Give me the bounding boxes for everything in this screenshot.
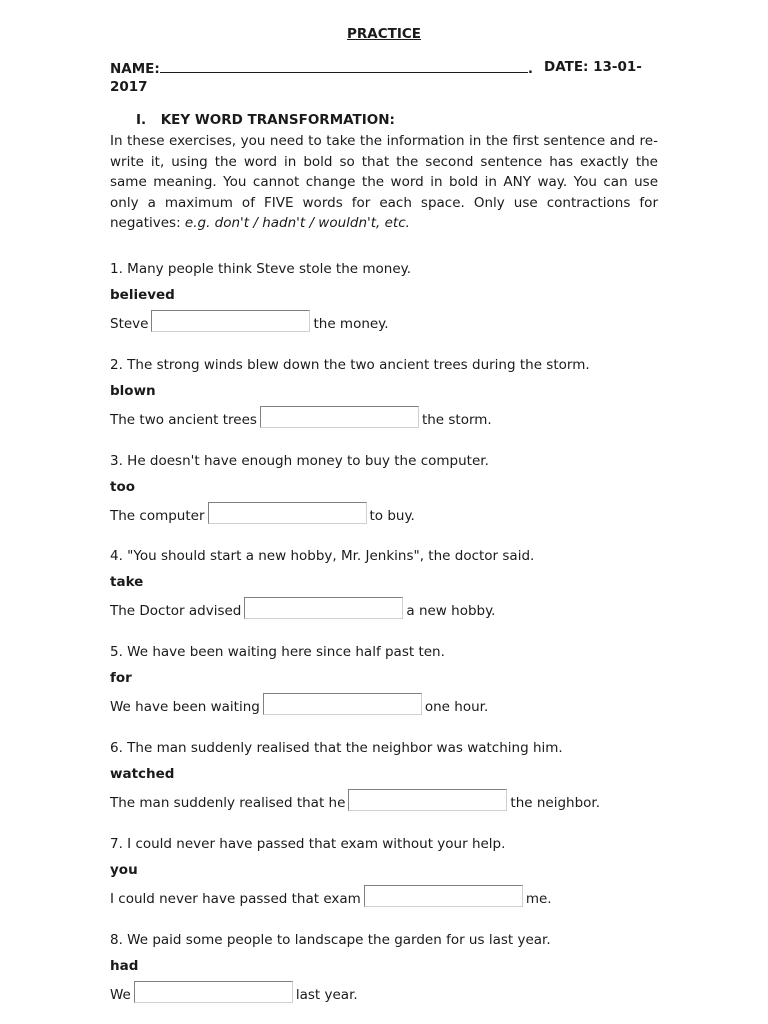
answer-prefix: I could never have passed that exam: [110, 891, 361, 907]
question-sentence: 1. Many people think Steve stole the money.: [110, 261, 412, 277]
name-blank-line[interactable]: [160, 59, 528, 73]
name-label: NAME:: [110, 61, 160, 77]
answer-suffix: a new hobby.: [406, 603, 496, 619]
question-keyword: take: [110, 574, 144, 590]
answer-suffix: the neighbor.: [510, 795, 601, 811]
question-keyword: too: [110, 479, 136, 495]
answer-line: [110, 976, 358, 1002]
answer-prefix: Steve: [110, 316, 149, 332]
question-keyword: had: [110, 958, 139, 974]
answer-input-box[interactable]: [260, 406, 419, 428]
answer-line: [110, 401, 492, 427]
question-sentence: 2. The strong winds blew down the two ancient trees during the storm.: [110, 357, 590, 373]
question-keyword: you: [110, 862, 138, 878]
name-dot: .: [527, 61, 533, 77]
answer-suffix: the storm.: [421, 412, 492, 428]
answer-line: [110, 880, 552, 906]
answer-suffix: one hour.: [424, 699, 489, 715]
answer-line: [110, 592, 495, 618]
page-title: PRACTICE: [346, 26, 421, 42]
answer-prefix: We have been waiting: [110, 699, 260, 715]
answer-input-box[interactable]: [244, 597, 403, 619]
question-sentence: 6. The man suddenly realised that the neighbor was watching him.: [110, 740, 563, 756]
answer-suffix: the money.: [313, 316, 389, 332]
instructions-example: e.g. don't / hadn't / wouldn't, etc.: [184, 215, 410, 231]
answer-suffix: last year.: [295, 987, 358, 1003]
answer-input-box[interactable]: [151, 310, 310, 332]
name-date-line: [110, 59, 658, 95]
question-sentence: 3. He doesn't have enough money to buy the computer.: [110, 453, 489, 469]
question-sentence: 8. We paid some people to landscape the garden for us last year.: [110, 932, 551, 948]
question-sentence: 5. We have been waiting here since half past ten.: [110, 644, 445, 660]
answer-prefix: The Doctor advised: [110, 603, 242, 619]
question-sentence: 7. I could never have passed that exam without your help.: [110, 836, 506, 852]
question-sentence: 4. "You should start a new hobby, Mr. Jenkins", the doctor said.: [110, 548, 535, 564]
instructions-paragraph: [110, 131, 658, 234]
answer-input-box[interactable]: [348, 789, 507, 811]
question-keyword: for: [110, 670, 132, 686]
answer-line: [110, 784, 600, 810]
date-year: 2017: [110, 79, 148, 95]
question-keyword: blown: [110, 383, 156, 399]
answer-prefix: The computer: [110, 508, 205, 524]
section-title: KEY WORD TRANSFORMATION:: [160, 112, 395, 128]
answer-line: [110, 305, 389, 331]
answer-suffix: to buy.: [369, 508, 415, 524]
answer-prefix: The man suddenly realised that he: [110, 795, 346, 811]
answer-line: [110, 497, 415, 523]
question-keyword: watched: [110, 766, 175, 782]
answer-prefix: We: [110, 987, 131, 1003]
question-keyword: believed: [110, 287, 175, 303]
answer-prefix: The two ancient trees: [110, 412, 257, 428]
answer-input-box[interactable]: [208, 502, 367, 524]
answer-input-box[interactable]: [263, 693, 422, 715]
instructions-text: In these exercises, you need to take the information in the first sentence and re-write it, using the word in bold so that the second sentence has exactly the same meaning. You cannot change the word in bold in ANY way. You can use only a maximum of FIVE words for each space. Only use contractions for negatives:: [110, 133, 658, 231]
section-heading: [136, 112, 395, 128]
date-label: DATE: 13-01-: [544, 59, 642, 75]
answer-line: [110, 688, 488, 714]
answer-input-box[interactable]: [134, 981, 293, 1003]
section-number: I.: [136, 112, 147, 128]
answer-suffix: me.: [525, 891, 552, 907]
answer-input-box[interactable]: [364, 885, 523, 907]
